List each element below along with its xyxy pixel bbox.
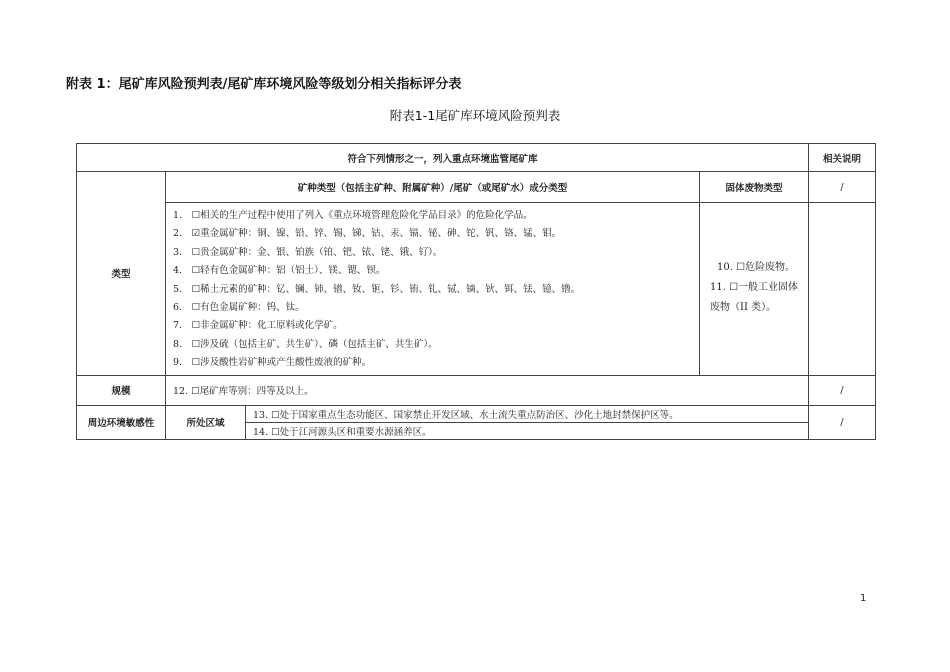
risk-prejudgment-table [76,143,876,440]
scale-item-text: 12. ☐尾矿库等别：四等及以上。 [173,386,314,398]
mineral-item: 8. ☐涉及硫（包括主矿、共生矿）、磷（包括主矿、共生矿）。 [173,338,438,350]
mineral-item: 9. ☐涉及酸性岩矿种或产生酸性废液的矿种。 [173,357,372,369]
header-notes: 相关说明 [809,144,876,172]
mineral-item: 4. ☐轻有色金属矿种：铝（铝土）、镁、锶、钡。 [173,265,386,277]
env-item [246,422,809,439]
scale-label: 规模 [77,375,166,405]
page-number: 1 [860,593,867,604]
mineral-item: 6. ☐有色金属矿种：钨、钛。 [173,302,305,314]
mineral-item: 7. ☐非金属矿种：化工原料或化学矿。 [173,320,343,332]
table-header-row [77,144,876,172]
mineral-item: 3. ☐贵金属矿种：金、银、铂族（铂、钯、铱、铑、锇、钌）。 [173,246,443,258]
solid-waste-item: 11. ☐一般工业固体废物（II 类）。 [710,282,799,314]
header-criteria: 符合下列情形之一，列入重点环境监管尾矿库 [77,144,809,172]
type-note: / [809,172,876,203]
env-item [246,405,809,422]
scale-note: / [809,375,876,405]
type-subheader-row [77,172,876,203]
solid-waste-item: 10. ☐危险废物。 [716,262,796,274]
env-note: / [809,405,876,439]
type-label: 类型 [77,172,166,376]
mineral-item-heavy-metals: 2. ☑重金属矿种：铜、镍、铅、锌、锡、锑、钴、汞、镉、铋、砷、铊、钒、铬、锰、钼。 [173,228,562,240]
table-title: 附表1-1尾矿库环境风险预判表 [389,108,561,123]
type-items-note [809,203,876,376]
location-area-label: 所处区域 [166,405,246,439]
type-items-row [77,203,876,376]
mineral-item: 1. ☐相关的生产过程中使用了列入《重点环境管理危险化学品目录》的危险化学品。 [173,210,533,221]
solid-waste-cell [700,203,809,376]
env-item-text: 13. ☐处于国家重点生态功能区、国家禁止开发区域、水土流失重点防治区、沙化土地封禁保护区等。 [253,409,679,421]
mineral-type-header: 矿种类型（包括主矿种、附属矿种）/尾矿（或尾矿水）成分类型 [166,172,700,203]
env-row-1 [77,405,876,422]
env-item-text: 14. ☐处于江河源头区和重要水源涵养区。 [253,426,432,438]
mineral-items-cell [166,203,700,376]
mineral-item: 5. ☐稀土元素的矿种：钇、镧、铈、镨、钕、钷、钐、铕、钆、铽、镝、钬、铒、铥、镱、镥。 [173,283,581,295]
page-heading: 附表 1：尾矿库风险预判表/尾矿库环境风险等级划分相关指标评分表 [66,77,462,92]
scale-row [77,375,876,405]
scale-item [166,375,809,405]
env-sensitivity-label: 周边环境敏感性 [77,405,166,439]
solid-waste-header: 固体废物类型 [700,172,809,203]
